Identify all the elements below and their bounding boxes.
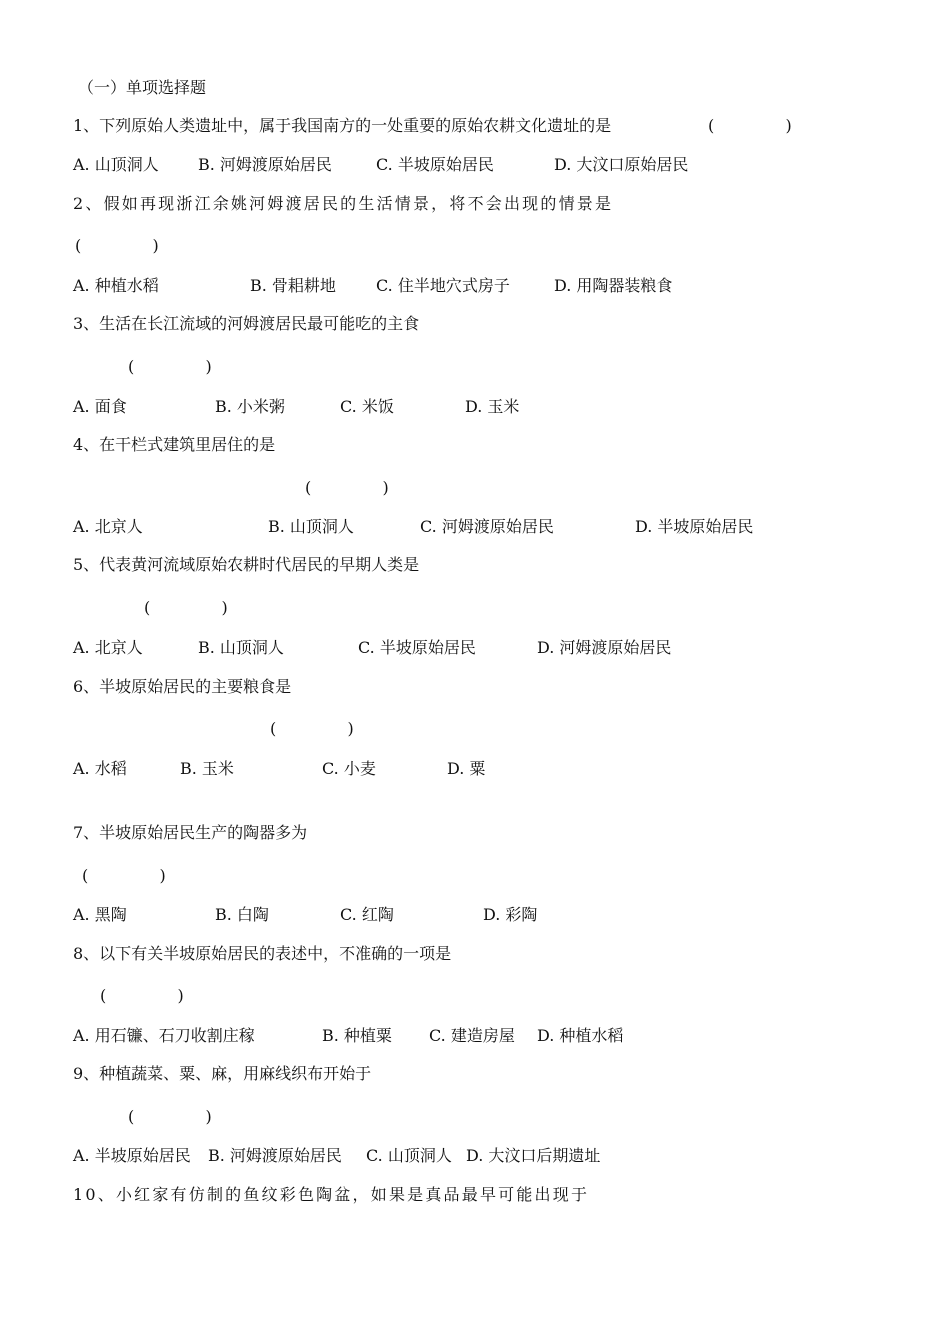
question-7-option-a: A. 黑陶 <box>73 905 127 924</box>
question-9-option-a: A. 半坡原始居民 <box>73 1146 191 1165</box>
question-2-option-a: A. 种植水稻 <box>73 276 159 295</box>
question-7-answer-blank: ( ) <box>82 866 166 885</box>
question-9-option-c: C. 山顶洞人 <box>366 1146 452 1165</box>
question-6-option-c: C. 小麦 <box>322 759 376 778</box>
question-7-stem: 7、半坡原始居民生产的陶器多为 <box>73 823 308 842</box>
question-7-option-c: C. 红陶 <box>340 905 394 924</box>
question-6-answer-blank: ( ) <box>270 719 354 738</box>
question-1-option-d: D. 大汶口原始居民 <box>554 155 689 174</box>
question-4-option-d: D. 半坡原始居民 <box>635 517 754 536</box>
question-9-stem: 9、种植蔬菜、粟、麻，用麻线织布开始于 <box>73 1064 372 1083</box>
question-3-option-d: D. 玉米 <box>465 397 520 416</box>
question-1-option-b: B. 河姆渡原始居民 <box>198 155 332 174</box>
question-8-option-b: B. 种植粟 <box>322 1026 392 1045</box>
question-9-answer-blank: ( ) <box>128 1107 212 1126</box>
question-3-answer-blank: ( ) <box>128 357 212 376</box>
question-4-option-c: C. 河姆渡原始居民 <box>420 517 554 536</box>
question-9-option-b: B. 河姆渡原始居民 <box>208 1146 342 1165</box>
question-2-stem: 2、假如再现浙江余姚河姆渡居民的生活情景，将不会出现的情景是 <box>73 194 614 213</box>
question-6-option-b: B. 玉米 <box>180 759 234 778</box>
question-2-answer-blank: ( ) <box>75 236 159 255</box>
section-title: （一）单项选择题 <box>78 78 207 97</box>
question-4-answer-blank: ( ) <box>305 478 389 497</box>
question-8-answer-blank: ( ) <box>100 986 184 1005</box>
question-3-stem: 3、生活在长江流域的河姆渡居民最可能吃的主食 <box>73 314 420 333</box>
question-5-option-a: A. 北京人 <box>73 638 143 657</box>
question-6-stem: 6、半坡原始居民的主要粮食是 <box>73 677 292 696</box>
question-3-option-c: C. 米饭 <box>340 397 394 416</box>
question-5-option-d: D. 河姆渡原始居民 <box>537 638 672 657</box>
question-8-option-c: C. 建造房屋 <box>429 1026 515 1045</box>
question-6-option-d: D. 粟 <box>447 759 486 778</box>
question-5-option-b: B. 山顶洞人 <box>198 638 284 657</box>
question-1-option-a: A. 山顶洞人 <box>73 155 159 174</box>
question-1-option-c: C. 半坡原始居民 <box>376 155 494 174</box>
question-3-option-b: B. 小米粥 <box>215 397 285 416</box>
question-4-stem: 4、在干栏式建筑里居住的是 <box>73 435 276 454</box>
question-4-option-b: B. 山顶洞人 <box>268 517 354 536</box>
question-3-option-a: A. 面食 <box>73 397 127 416</box>
question-2-option-b: B. 骨耜耕地 <box>250 276 336 295</box>
question-8-option-d: D. 种植水稻 <box>537 1026 624 1045</box>
question-1-stem: 1、下列原始人类遗址中，属于我国南方的一处重要的原始农耕文化遗址的是 <box>73 116 612 135</box>
question-5-stem: 5、代表黄河流域原始农耕时代居民的早期人类是 <box>73 555 420 574</box>
question-2-option-c: C. 住半地穴式房子 <box>376 276 510 295</box>
question-2-option-d: D. 用陶器装粮食 <box>554 276 673 295</box>
question-1-answer-blank: ( ) <box>708 116 792 135</box>
question-7-option-b: B. 白陶 <box>215 905 269 924</box>
question-8-stem: 8、以下有关半坡原始居民的表述中，不准确的一项是 <box>73 944 452 963</box>
question-5-answer-blank: ( ) <box>144 598 228 617</box>
question-8-option-a: A. 用石镰、石刀收割庄稼 <box>73 1026 255 1045</box>
question-4-option-a: A. 北京人 <box>73 517 143 536</box>
question-6-option-a: A. 水稻 <box>73 759 127 778</box>
question-5-option-c: C. 半坡原始居民 <box>358 638 476 657</box>
question-9-option-d: D. 大汶口后期遗址 <box>466 1146 601 1165</box>
question-10-stem: 10、小红家有仿制的鱼纹彩色陶盆，如果是真品最早可能出现于 <box>73 1185 590 1204</box>
question-7-option-d: D. 彩陶 <box>483 905 538 924</box>
